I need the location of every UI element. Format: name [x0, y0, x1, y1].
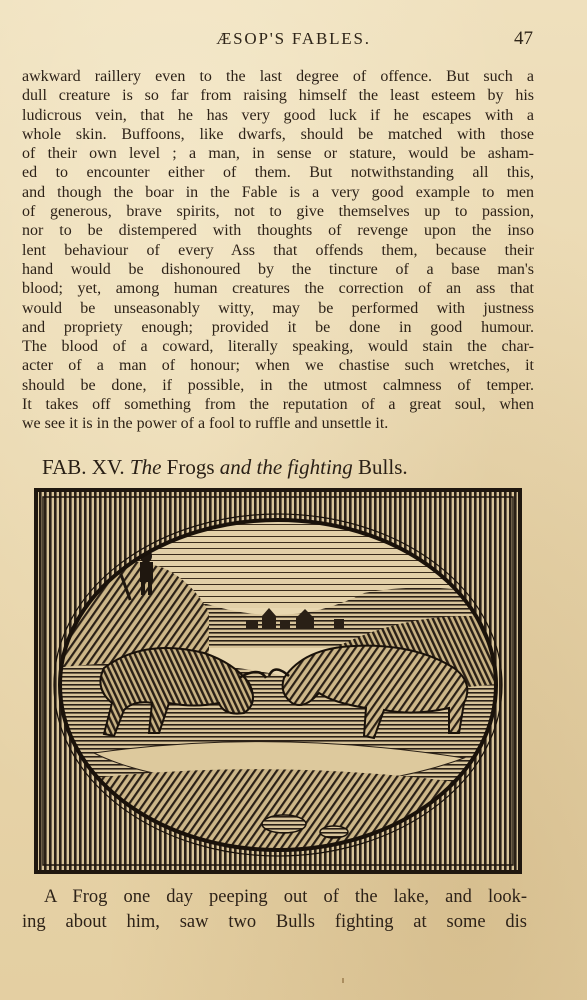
fable-number: FAB. XV. — [42, 455, 125, 479]
text-line: dull creature is so far from raising himself the least esteem by his — [22, 87, 534, 105]
text-line: hand would be dishonoured by the tincture of a base man's — [22, 260, 534, 278]
text-line: of their own level ; a man, in sense or stature, would be asham- — [22, 145, 534, 163]
text-line: of generous, brave spirits, not to give themselves up to passion, — [22, 203, 534, 221]
text-line: The blood of a coward, literally speaking, would stain the char- — [22, 338, 534, 356]
text-line: lent behaviour of every Ass that offends them, because their — [22, 241, 534, 259]
text-line: and though the boar in the Fable is a very good example to men — [22, 183, 534, 201]
text-line: whole skin. Buffoons, like dwarfs, should be matched with those — [22, 125, 534, 143]
text-line: awkward raillery even to the last degree of offence. But such a — [22, 68, 534, 85]
running-head — [0, 27, 587, 51]
text-line: acter of a man of honour; when we chastise such wretches, it — [22, 357, 534, 375]
text-line: nor to be distempered with thoughts of revenge upon the inso — [22, 222, 534, 240]
fable-heading — [42, 455, 522, 480]
text-line: It takes off something from the reputation of a great soul, when — [22, 396, 534, 414]
fable-text-line: A Frog one day peeping out of the lake, and look- — [44, 887, 527, 907]
text-line: we see it is in the power of a fool to ruffle and unsettle it. — [22, 415, 389, 433]
text-line: and propriety enough; provided it be done in good humour. — [22, 318, 534, 336]
fable-title-connector: and the fighting — [219, 455, 353, 479]
fable-title-bulls: Bulls. — [358, 455, 408, 479]
page-number: 47 — [514, 28, 533, 49]
fable-title-the: The — [129, 455, 162, 479]
fable-text — [22, 885, 527, 935]
fable-text-line: ing about him, saw two Bulls fighting at some dis — [22, 912, 527, 932]
text-line: ed to encounter either of them. But notwithstanding all this, — [22, 164, 534, 182]
text-line: ludicrous vein, that he has very good luck if he escapes with a — [22, 106, 534, 124]
text-line: would be unseasonably witty, may be performed with justness — [22, 299, 534, 317]
fable-title-frogs: Frogs — [166, 455, 215, 479]
text-line: should be done, if possible, in the utmost calmness of temper. — [22, 376, 534, 394]
commentary-text — [22, 67, 534, 434]
paper-speck — [342, 978, 344, 983]
text-line: blood; yet, among human creatures the correction of an ass that — [22, 280, 534, 298]
running-title: ÆSOP'S FABLES. — [216, 29, 371, 48]
woodcut-illustration — [34, 488, 522, 874]
